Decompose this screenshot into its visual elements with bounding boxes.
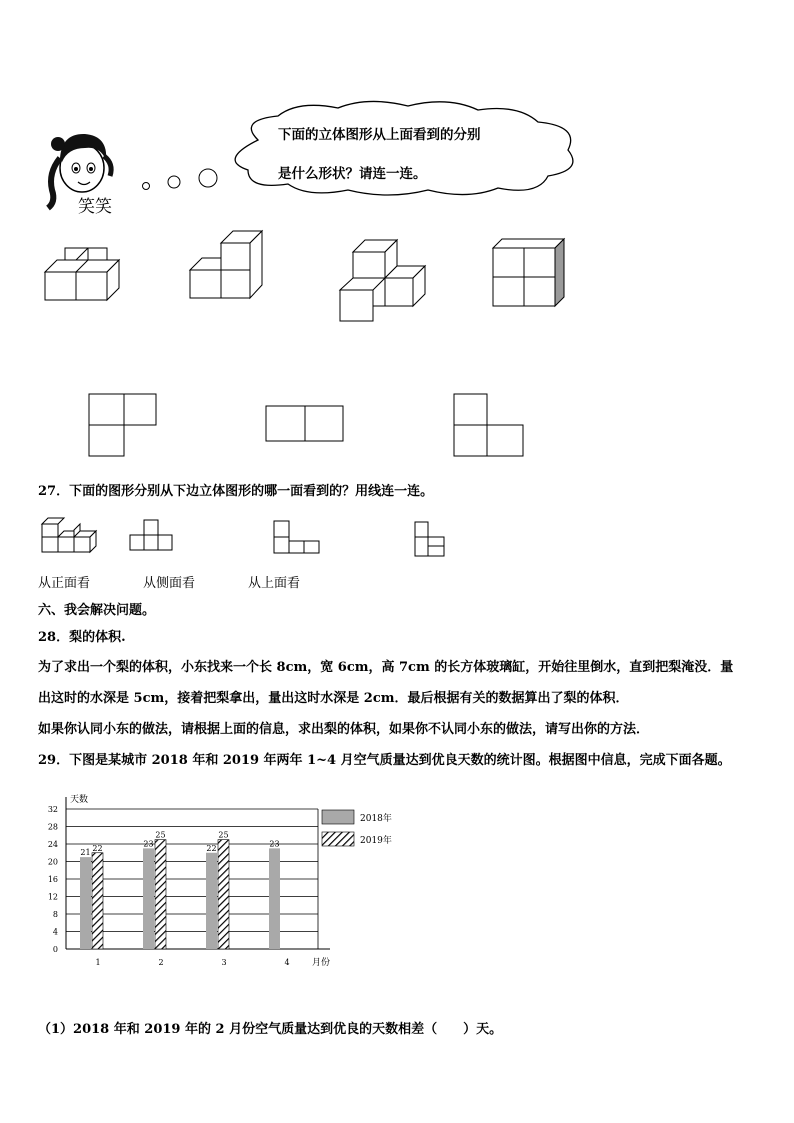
y-tick-label: 12 [47, 892, 58, 902]
y-tick-label: 0 [52, 945, 58, 954]
legend-swatch [322, 832, 354, 846]
x-tick-label: 4 [284, 958, 290, 967]
legend-swatch [322, 810, 354, 824]
bar-2018年-3 [206, 853, 217, 949]
data-label: 23 [269, 839, 280, 849]
label-side-view: 从侧面看 [143, 576, 196, 591]
q27-question: 27．下面的图形分别从下边立体图形的哪一面看到的？用线连一连。 [38, 484, 434, 499]
data-label: 22 [92, 843, 103, 853]
bar-2019年-1 [92, 853, 103, 949]
girl-name-label: 笑笑 [78, 197, 112, 217]
bubble-line-1: 下面的立体图形从上面看到的分别 [278, 127, 481, 143]
bar-2018年-1 [80, 857, 91, 949]
bar-2018年-4 [269, 848, 280, 949]
q28-title: 28．梨的体积. [38, 630, 126, 645]
data-label: 25 [155, 830, 166, 840]
q28-line-2: 出这时的水深是 5cm，接着把梨拿出，量出这时水深是 2cm．最后根据有关的数据算出了梨的体积． [38, 691, 629, 706]
bar-2019年-3 [218, 840, 229, 949]
x-tick-label: 1 [95, 958, 101, 967]
y-tick-label: 32 [47, 805, 58, 814]
speech-cloud [218, 100, 588, 200]
y-tick-label: 8 [52, 910, 58, 919]
legend-label: 2018年 [360, 814, 392, 824]
view-shape-1 [85, 390, 165, 460]
x-tick-label: 2 [158, 958, 164, 967]
q28-line-1: 为了求出一个梨的体积，小东找来一个长 8cm，宽 6cm，高 7cm 的长方体玻璃缸，开始往里倒水，直到把梨淹没．量 [38, 660, 734, 675]
y-tick-label: 4 [52, 927, 58, 937]
bubble-line-2: 是什么形状？请连一连。 [278, 166, 427, 182]
q27-view-a [128, 516, 178, 556]
thought-bubble-dots [140, 164, 220, 204]
data-label: 21 [80, 848, 91, 858]
y-tick-label: 28 [47, 822, 58, 832]
y-tick-label: 20 [47, 857, 58, 867]
solid-figure-1 [40, 240, 140, 310]
solid-figure-2 [185, 225, 275, 305]
legend-label: 2019年 [360, 836, 392, 846]
bar-chart [30, 790, 430, 980]
y-tick-label: 24 [47, 840, 58, 849]
q29-question: 29．下图是某城市 2018 年和 2019 年两年 1~4 月空气质量达到优良天数的统计图。根据图中信息，完成下面各题。 [38, 753, 731, 768]
data-label: 22 [206, 843, 217, 853]
label-top-view: 从上面看 [248, 576, 301, 591]
y-axis-label: 天数 [70, 795, 89, 805]
q27-view-b [270, 517, 325, 557]
solid-figure-4 [488, 235, 578, 315]
x-axis-label: 月份 [312, 958, 331, 968]
y-tick-label: 16 [47, 875, 58, 884]
solid-figure-3 [335, 232, 435, 327]
label-front-view: 从正面看 [38, 576, 91, 591]
view-shape-2 [262, 402, 347, 447]
q27-solid [38, 512, 108, 557]
view-shape-3 [450, 390, 530, 460]
data-label: 23 [143, 839, 154, 849]
data-label: 25 [218, 830, 229, 840]
x-tick-label: 3 [221, 958, 227, 967]
bar-2019年-2 [155, 840, 166, 949]
section-6-heading: 六、我会解决问题。 [38, 603, 156, 618]
q28-line-3: 如果你认同小东的做法，请根据上面的信息，求出梨的体积，如果你不认同小东的做法，请写出你的方法． [38, 722, 650, 737]
bar-2018年-2 [143, 848, 154, 949]
q29-sub-question-1: （1）2018 年和 2019 年的 2 月份空气质量达到优良的天数相差（ ）天。 [38, 1022, 503, 1037]
q27-view-c [410, 518, 450, 563]
